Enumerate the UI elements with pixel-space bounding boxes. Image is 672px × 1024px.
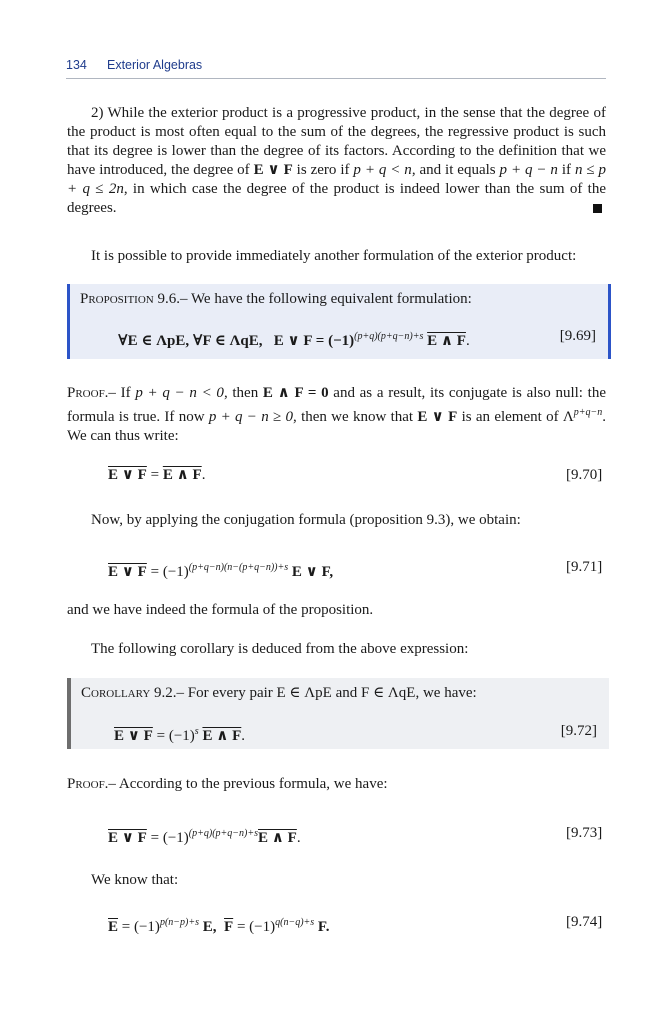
proposition-statement: Proposition 9.6.– We have the following equivalent formulation: <box>80 291 472 307</box>
running-header <box>66 56 606 79</box>
qed-square-icon <box>593 204 602 213</box>
equation-number: [9.71] <box>566 559 603 575</box>
corollary-label: Corollary 9.2.– <box>81 685 185 701</box>
corollary-box <box>67 678 609 749</box>
equation-number: [9.69] <box>559 328 596 344</box>
equation-number: [9.73] <box>566 825 603 841</box>
conjugation-paragraph: Now, by applying the conjugation formula (proposition 9.3), we obtain: <box>91 512 521 528</box>
equation-number: [9.72] <box>560 723 597 739</box>
equation-9-72: E ∨ $F = (-1)^s$ E ∧ F. <box>114 726 246 744</box>
proof-label: Proof.– <box>67 776 116 792</box>
know-paragraph: We know that: <box>91 872 179 888</box>
equation-9-69: ∀E ∈ ΛpE, ∀F ∈ ΛqE, E ∨ $F = (-1)^{(p+q)(p+q-n)+s}$ E ∧ F. <box>118 331 470 349</box>
remark-paragraph: 2) While the exterior product is a progressive product, in the sense that the degree of the product is most often equal to the sum of the degrees, the regressive product is such that its degree is lower than the degree of its factors. According to the definition that we have introduced, the degree of E ∨ F is zero if p + q < n, and it equals p + q − n if n ≤ p + q ≤ 2n, in which case the degree of the product is indeed lower than the sum of the degrees. <box>67 105 607 216</box>
proof-1: Proof.– If p + q − n < 0, then E ∧ F = 0 and as a result, its conjugate is also null: the formula is true. If now p + q − n ≥ 0, then we know that E ∨ F is an element of $\Lambda^{p+q-n}$. We can thus write: <box>67 385 606 444</box>
proof-label: Proof.– <box>67 385 116 401</box>
proposition-box <box>67 284 611 359</box>
equation-number: [9.74] <box>566 914 603 930</box>
proposition-label: Proposition 9.6.– <box>80 291 188 307</box>
equation-9-73: E ∨ $F = (-1)^{(p+q)(p+q-n)+s}E$ ∧ F. <box>108 828 301 846</box>
proof-2: Proof.– According to the previous formula, we have: <box>67 776 388 792</box>
indeed-paragraph: and we have indeed the formula of the proposition. <box>67 602 374 618</box>
running-title: Exterior Algebras <box>107 58 203 72</box>
equation-9-71: E ∨ $F = (-1)^{(p+q-n)(n-(p+q-n))+s}$ E ∨ F, <box>108 562 334 580</box>
corollary-intro-paragraph: The following corollary is deduced from the above expression: <box>91 641 469 657</box>
page-number: 134 <box>66 58 87 72</box>
equation-9-70: E ∨ F = E ∧ F. <box>108 467 206 483</box>
corollary-statement: Corollary 9.2.– For every pair E ∈ ΛpE and F ∈ ΛqE, we have: <box>81 685 477 701</box>
equation-9-74: $\overline{E} = (-1)^{p(n-p)+s}$ E, $\overline{F} = (-1)^{q(n-q)+s}$ F. <box>108 917 330 935</box>
equation-number: [9.70] <box>566 467 603 483</box>
intro-paragraph: It is possible to provide immediately another formulation of the exterior product: <box>91 248 577 264</box>
